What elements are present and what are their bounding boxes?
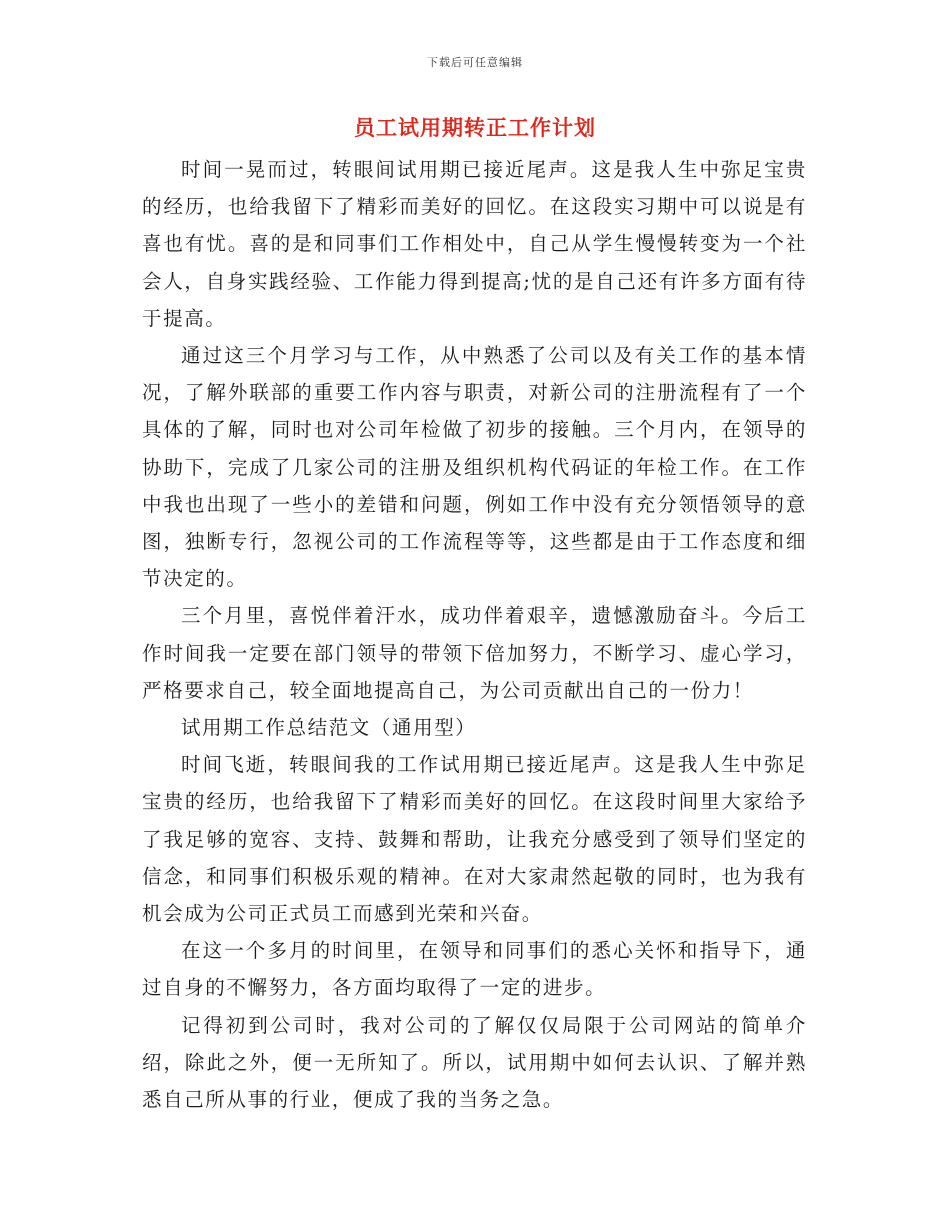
document-title: 员工试用期转正工作计划: [354, 115, 596, 140]
paragraph-6: 记得初到公司时，我对公司的了解仅仅局限于公司网站的简单介绍，除此之外，便一无所知了。所以，试用期中如何去认识、了解并熟悉自己所从事的行业，便成了我的当务之急。: [142, 1013, 807, 1112]
document-body: [142, 151, 807, 1118]
paragraph-3: 三个月里，喜悦伴着汗水，成功伴着艰辛，遗憾激励奋斗。今后工作时间我一定要在部门领导的带领下倍加努力，不断学习、虚心学习，严格要求自己，较全面地提高自己，为公司贡献出自己的一份力！: [142, 604, 807, 702]
page-header: 下载后可任意编辑: [427, 56, 523, 69]
paragraph-4: 时间飞逝，转眼间我的工作试用期已接近尾声。这是我人生中弥足宝贵的经历，也给我留下了精彩而美好的回忆。在这段时间里大家给予了我足够的宽容、支持、鼓舞和帮助，让我充分感受到了领导们坚定的信念，和同事们积极乐观的精神。在对大家肃然起敬的同时，也为我有机会成为公司正式员工而感到光荣和兴奋。: [142, 753, 807, 926]
section-heading: 试用期工作总结范文（通用型）: [181, 716, 477, 740]
paragraph-2: 通过这三个月学习与工作，从中熟悉了公司以及有关工作的基本情况，了解外联部的重要工作内容与职责，对新公司的注册流程有了一个具体的了解，同时也对公司年检做了初步的接触。三个月内，在领导的协助下，完成了几家公司的注册及组织机构代码证的年检工作。在工作中我也出现了一些小的差错和问题，例如工作中没有充分领悟领导的意图，独断专行，忽视公司的工作流程等等，这些都是由于工作态度和细节决定的。: [142, 344, 807, 591]
paragraph-5: 在这一个多月的时间里，在领导和同事们的悉心关怀和指导下，通过自身的不懈努力，各方面均取得了一定的进步。: [142, 939, 807, 1000]
paragraph-1: 时间一晃而过，转眼间试用期已接近尾声。这是我人生中弥足宝贵的经历，也给我留下了精彩而美好的回忆。在这段实习期中可以说是有喜也有忧。喜的是和同事们工作相处中，自己从学生慢慢转变为一个社会人，自身实践经验、工作能力得到提高;忧的是自己还有许多方面有待于提高。: [142, 158, 807, 330]
